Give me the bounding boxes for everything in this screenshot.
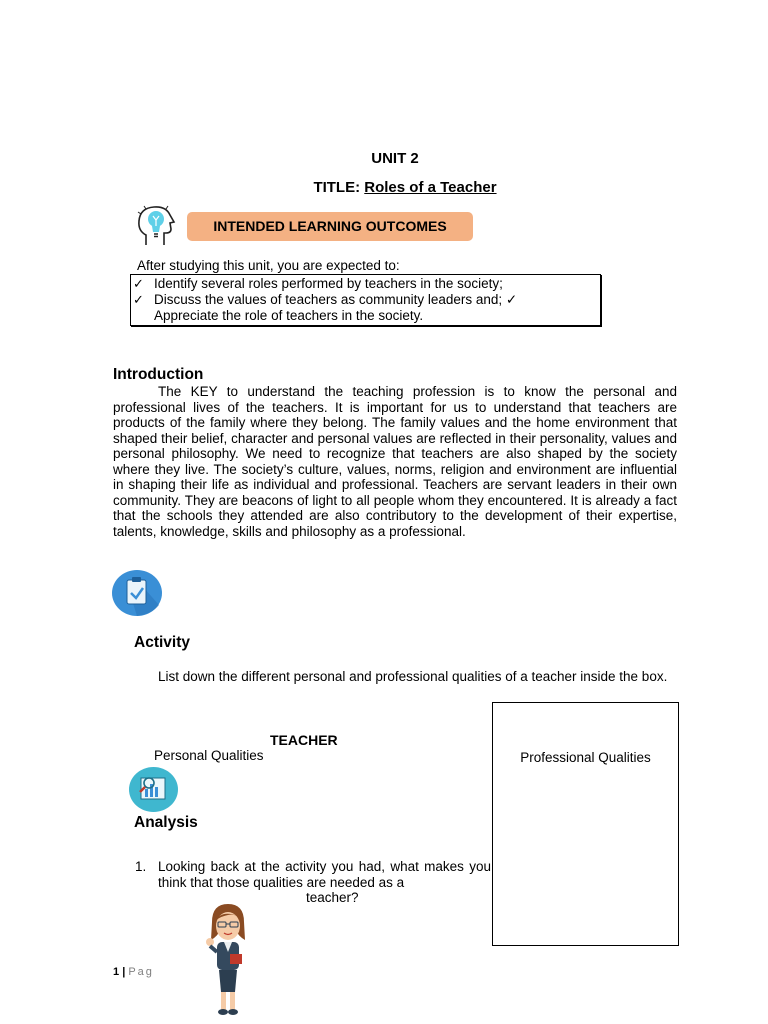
analysis-heading: Analysis <box>134 814 198 831</box>
professional-qualities-label: Professional Qualities <box>520 750 651 765</box>
teacher-label: TEACHER <box>270 732 338 748</box>
teacher-cartoon-image <box>198 900 258 1020</box>
check-icon: ✓ <box>133 292 144 307</box>
personal-qualities-label: Personal Qualities <box>154 748 264 763</box>
question-text: Looking back at the activity you had, what makes you think that those qualities are needed as a <box>158 859 491 890</box>
activity-instruction: List down the different personal and professional qualities of a teacher inside the box. <box>158 669 668 684</box>
question-text-end: teacher? <box>306 890 359 905</box>
page-title <box>0 179 768 196</box>
page-footer <box>113 966 154 978</box>
analytics-chart-icon <box>129 767 178 812</box>
introduction-paragraph: The KEY to understand the teaching profession is to know the personal and professional lives of the teachers. It is important for us to understand that teachers are products of the family where they belong. The family values and the home environment that shaped their belief, character and personal values are reflected in their personality, values and personal philosophy. We need to recognize that teachers are also shaped by the society where they live. The society’s culture, values, norms, religion and environment are influential in shaping their life as individual and professional. Teachers are servant leaders in their own community. They are beacons of light to all people whom they encountered. It is already a fact that the schools they attended are also contributory to the development of their expertise, talents, knowledge, skills and philosophy as a professional. <box>113 384 677 539</box>
professional-qualities-box <box>492 702 679 946</box>
page-word: Pag <box>128 966 154 978</box>
activity-heading: Activity <box>134 634 190 651</box>
title-text: Roles of a Teacher <box>364 179 497 196</box>
intended-learning-outcomes-banner: INTENDED LEARNING OUTCOMES <box>187 212 473 241</box>
outcomes-list: ✓ Identify several roles performed by teachers in the society; ✓ Discuss the values of teachers as community leaders and; ✓ Appreciate the role of teachers in the society. <box>130 274 601 326</box>
footer-separator: | <box>122 966 126 978</box>
introduction-heading: Introduction <box>113 366 204 383</box>
lightbulb-head-icon <box>136 205 184 247</box>
outcomes-intro: After studying this unit, you are expected to: <box>137 258 400 273</box>
check-icon: ✓ <box>133 276 144 291</box>
unit-heading: UNIT 2 <box>371 150 419 167</box>
page-number: 1 <box>113 966 120 978</box>
clipboard-check-icon <box>112 570 162 616</box>
question-number: 1. <box>135 859 147 874</box>
title-prefix: TITLE: <box>313 179 361 196</box>
